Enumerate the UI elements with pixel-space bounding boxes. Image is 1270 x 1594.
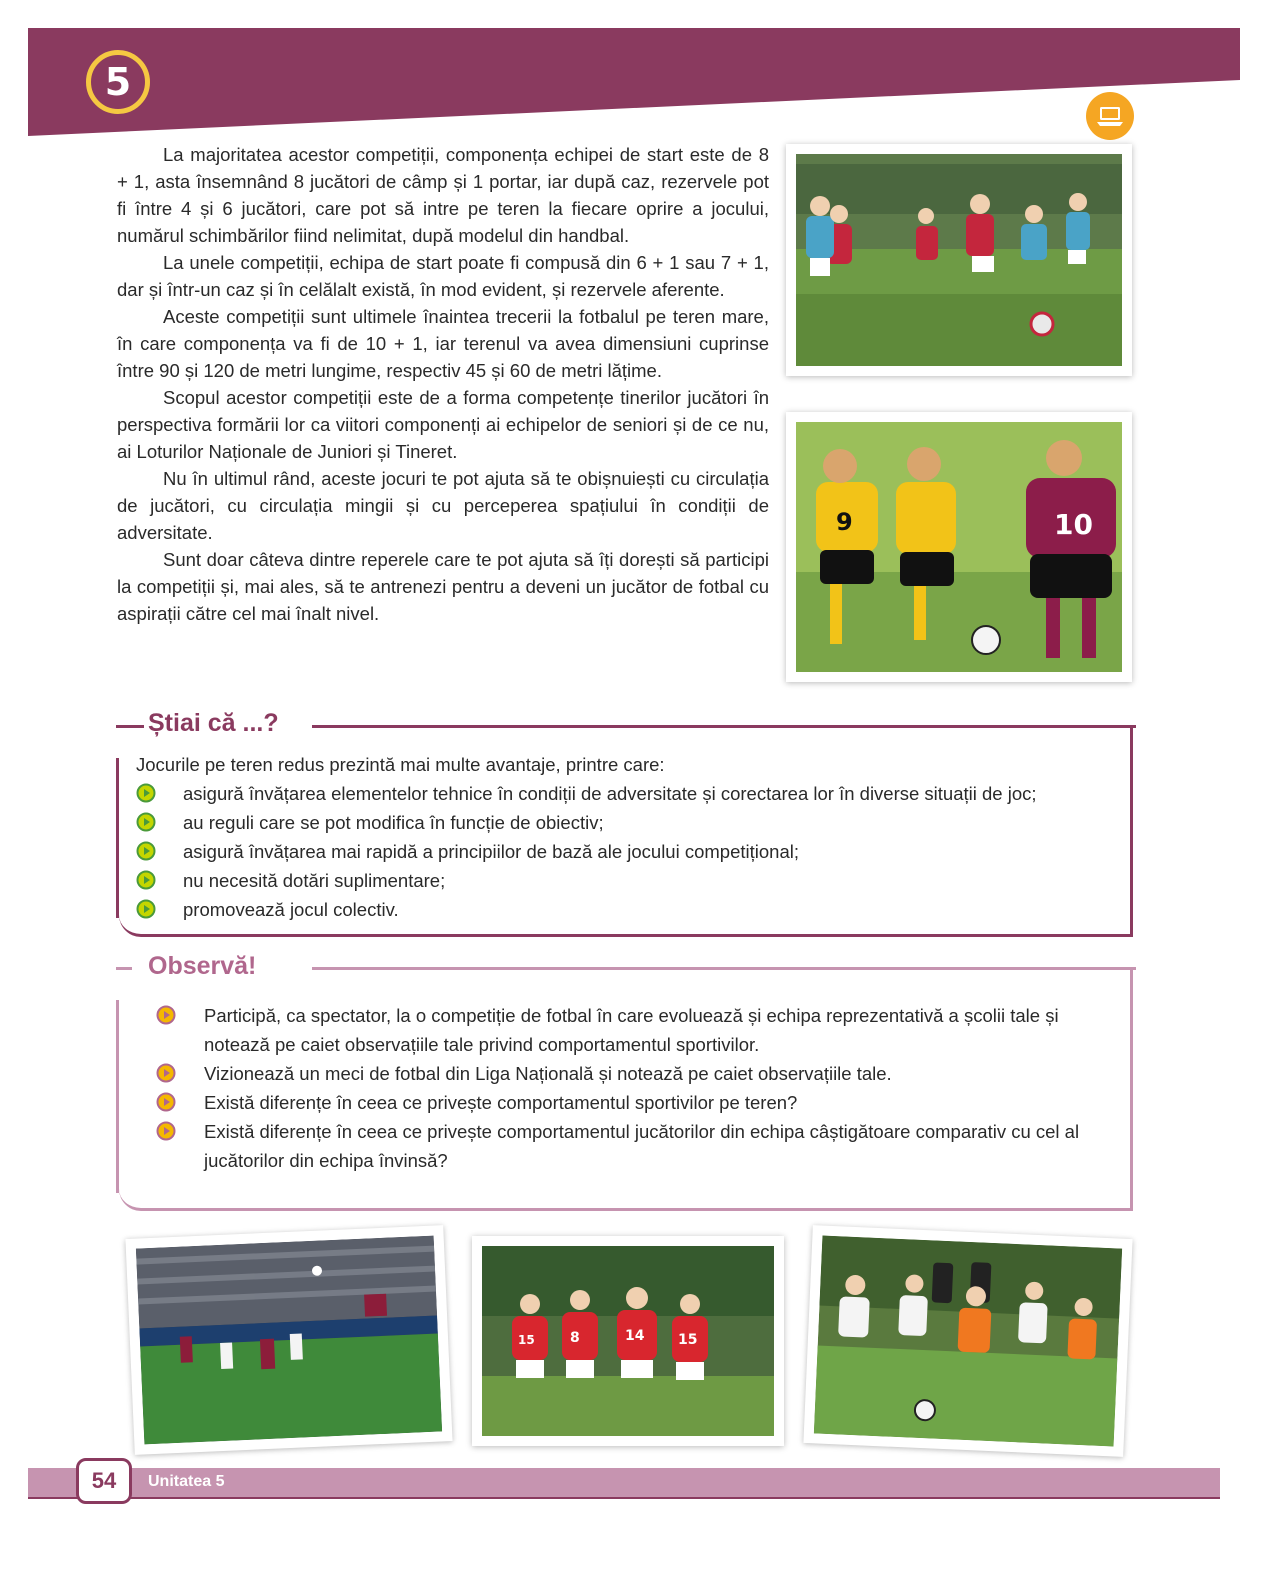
stiai-ca-item-2: au reguli care se pot modifica în funcție de obiectiv; xyxy=(183,812,604,833)
jersey-number-15-right: 15 xyxy=(678,1332,698,1348)
list-item xyxy=(136,837,1126,866)
body-paragraph-2: La unele competiții, echipa de start poate fi compusă din 6 + 1 sau 7 + 1, dar și într-un caz și în celălalt există, în mod evident, și rezervele aferente. xyxy=(117,252,769,300)
stiai-ca-item-1: asigură învățarea elementelor tehnice în condiții de adversitate și corectarea lor în diverse situații de joc; xyxy=(183,783,1037,804)
jersey-number-8: 8 xyxy=(570,1330,580,1346)
list-item xyxy=(136,779,1126,808)
list-item xyxy=(136,866,1126,895)
list-item xyxy=(156,1088,1116,1117)
photo-team-huddle xyxy=(472,1236,784,1446)
observa-content xyxy=(156,1001,1116,1175)
observa-item-1: Participă, ca spectator, la o competiție de fotbal în care evoluează și echipa reprezentativă a școlii tale și notează pe caiet observațiile tale privind comportamentul sportivilor. xyxy=(204,1005,1059,1055)
observa-item-2: Vizionează un meci de fotbal din Liga Națională și notează pe caiet observațiile tale. xyxy=(204,1063,892,1084)
body-paragraph-4: Scopul acestor competiții este de a forma competențe tinerilor jucători în perspectiva formării lor ca viitori componenți ai echipelor de seniori și de ce nu, ai Loturilor Naționale de Juniori și Tineret. xyxy=(117,387,769,462)
jersey-number-15-left: 15 xyxy=(518,1333,535,1347)
list-item xyxy=(136,808,1126,837)
stiai-ca-item-5: promovează jocul colectiv. xyxy=(183,899,399,920)
list-item xyxy=(156,1059,1116,1088)
observa-title: Observă! xyxy=(148,952,257,980)
body-paragraph-1: La majoritatea acestor competiții, componența echipei de start este de 8 + 1, asta însemnând 8 jucători de câmp și 1 portar, iar după caz, rezervele pot fi între 4 și 6 jucători, care pot să intre pe teren la fiecare oprire a jocului, numărul schimbărilor fiind nelimitat, după modelul din handbal. xyxy=(117,144,769,246)
stiai-ca-item-4: nu necesită dotări suplimentare; xyxy=(183,870,446,891)
play-bullet-icon xyxy=(156,1063,176,1083)
header-band xyxy=(28,28,1240,138)
stiai-ca-intro: Jocurile pe teren redus prezintă mai multe avantaje, printre care: xyxy=(136,754,665,775)
play-bullet-icon xyxy=(156,1005,176,1025)
play-bullet-icon xyxy=(136,812,156,832)
jersey-number-9: 9 xyxy=(836,508,853,536)
play-bullet-icon xyxy=(156,1092,176,1112)
play-bullet-icon xyxy=(156,1121,176,1141)
unit-number-badge: 5 xyxy=(86,50,150,114)
stiai-ca-list xyxy=(136,779,1126,924)
stiai-ca-content xyxy=(136,750,1126,924)
unit-label: Unitatea 5 xyxy=(148,1473,225,1490)
page-number: 54 xyxy=(76,1458,132,1504)
list-item xyxy=(156,1117,1116,1175)
body-paragraph-5: Nu în ultimul rând, aceste jocuri te pot ajuta să te obișnuiești cu circulația de jucători, cu circulația mingii și cu perceperea spațiului în condiții de adversitate. xyxy=(117,468,769,543)
list-item xyxy=(156,1001,1116,1059)
jersey-number-10: 10 xyxy=(1054,508,1093,541)
play-bullet-icon xyxy=(136,783,156,803)
photo-girls-orange-white xyxy=(803,1225,1132,1457)
observa-item-3: Există diferențe în ceea ce privește comportamentul sportivilor pe teren? xyxy=(204,1092,798,1113)
play-bullet-icon xyxy=(136,870,156,890)
footer-line xyxy=(28,1497,1220,1499)
body-paragraph-6: Sunt doar câteva dintre reperele care te pot ajuta să îți dorești să participi la competiții și, mai ales, să te antrenezi pentru a deveni un jucător de fotbal cu aspirații către cel mai înalt nivel. xyxy=(117,549,769,624)
list-item xyxy=(136,895,1126,924)
play-bullet-icon xyxy=(136,841,156,861)
body-paragraph-3: Aceste competiții sunt ultimele înaintea trecerii la fotbalul pe teren mare, în care componența va fi de 10 + 1, iar terenul va avea dimensiuni cuprinse între 90 și 120 de metri lungime, respectiv 45 și 60 de metri lățime. xyxy=(117,306,769,381)
stiai-ca-title: Știai că ...? xyxy=(148,709,279,737)
observa-list xyxy=(156,1001,1116,1175)
body-text xyxy=(117,141,769,627)
photo-girls-football xyxy=(786,412,1132,682)
photo-boys-football xyxy=(786,144,1132,376)
play-bullet-icon xyxy=(136,899,156,919)
jersey-number-14: 14 xyxy=(625,1328,645,1344)
stiai-ca-item-3: asigură învățarea mai rapidă a principiilor de bază ale jocului competițional; xyxy=(183,841,799,862)
photo-stadium-match xyxy=(125,1225,452,1455)
laptop-icon[interactable] xyxy=(1086,92,1134,140)
observa-item-4: Există diferențe în ceea ce privește comportamentul jucătorilor din echipa câștigătoare comparativ cu cel al jucătorilor din echipa învinsă? xyxy=(204,1121,1080,1171)
